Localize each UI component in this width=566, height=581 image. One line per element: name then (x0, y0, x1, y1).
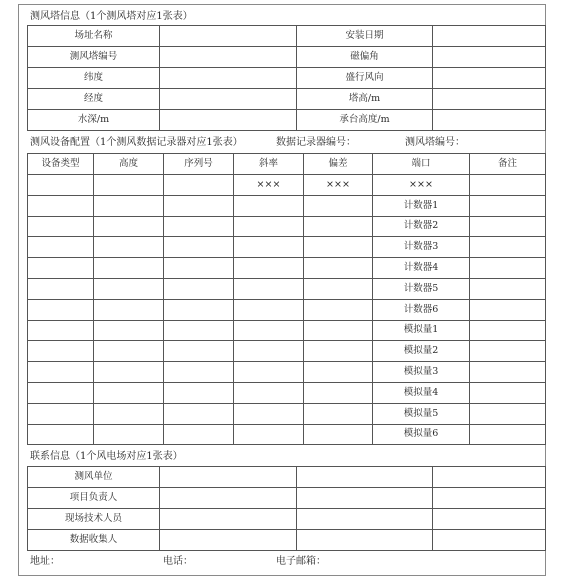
device-type-cell[interactable] (28, 258, 94, 279)
device-row (28, 424, 546, 445)
slope-cell[interactable] (234, 320, 304, 341)
tower-row (28, 47, 546, 68)
tower-value-cell[interactable] (433, 89, 546, 110)
port-cell: 计数器3 (373, 237, 470, 258)
device-header-row (28, 154, 546, 175)
device-type-cell[interactable] (28, 175, 94, 196)
offset-cell: ××× (304, 175, 373, 196)
height-cell[interactable] (94, 299, 164, 320)
slope-cell[interactable] (234, 362, 304, 383)
remark-cell[interactable] (470, 175, 546, 196)
serial-cell[interactable] (164, 237, 234, 258)
tower-label: 磁偏角 (297, 47, 433, 68)
device-row (28, 403, 546, 424)
serial-cell[interactable] (164, 195, 234, 216)
device-type-cell[interactable] (28, 278, 94, 299)
height-cell[interactable] (94, 237, 164, 258)
contact-value-cell[interactable] (297, 467, 433, 488)
tower-label: 水深/m (28, 110, 160, 131)
device-config-table (27, 153, 546, 445)
slope-cell[interactable] (234, 341, 304, 362)
device-type-cell[interactable] (28, 341, 94, 362)
logger-number-label: 数据记录器编号： (276, 137, 356, 148)
remark-cell[interactable] (470, 362, 546, 383)
remark-cell[interactable] (470, 237, 546, 258)
column-header: 备注 (470, 154, 546, 175)
slope-cell[interactable] (234, 195, 304, 216)
device-row (28, 175, 546, 196)
contact-value-cell[interactable] (433, 530, 546, 551)
slope-cell[interactable] (234, 299, 304, 320)
remark-cell[interactable] (470, 341, 546, 362)
serial-cell[interactable] (164, 320, 234, 341)
device-row (28, 382, 546, 403)
phone-label: 电话： (163, 556, 193, 567)
contact-value-cell[interactable] (297, 488, 433, 509)
offset-cell[interactable] (304, 320, 373, 341)
serial-cell[interactable] (164, 258, 234, 279)
port-cell: 模拟量3 (373, 362, 470, 383)
device-type-cell[interactable] (28, 382, 94, 403)
contact-value-cell[interactable] (433, 509, 546, 530)
height-cell[interactable] (94, 362, 164, 383)
tower-label: 纬度 (28, 68, 160, 89)
slope-cell[interactable] (234, 258, 304, 279)
serial-cell[interactable] (164, 382, 234, 403)
serial-cell[interactable] (164, 403, 234, 424)
slope-cell[interactable] (234, 278, 304, 299)
contact-value-cell[interactable] (160, 509, 297, 530)
tower-row (28, 68, 546, 89)
tower-section-title: 测风塔信息（1个测风塔对应1张表） (30, 11, 193, 22)
contact-label: 数据收集人 (28, 530, 160, 551)
height-cell[interactable] (94, 195, 164, 216)
contact-label: 项目负责人 (28, 488, 160, 509)
remark-cell[interactable] (470, 424, 546, 445)
serial-cell[interactable] (164, 175, 234, 196)
email-label: 电子邮箱： (276, 556, 326, 567)
serial-cell[interactable] (164, 216, 234, 237)
tower-value-cell[interactable] (160, 47, 297, 68)
serial-cell[interactable] (164, 362, 234, 383)
height-cell[interactable] (94, 216, 164, 237)
device-type-cell[interactable] (28, 362, 94, 383)
tower-value-cell[interactable] (433, 47, 546, 68)
contact-row (28, 467, 546, 488)
remark-cell[interactable] (470, 216, 546, 237)
height-cell[interactable] (94, 341, 164, 362)
tower-label: 安装日期 (297, 26, 433, 47)
offset-cell[interactable] (304, 403, 373, 424)
contact-row (28, 488, 546, 509)
remark-cell[interactable] (470, 278, 546, 299)
remark-cell[interactable] (470, 195, 546, 216)
port-cell: ××× (373, 175, 470, 196)
serial-cell[interactable] (164, 278, 234, 299)
device-row (28, 278, 546, 299)
device-type-cell[interactable] (28, 237, 94, 258)
height-cell[interactable] (94, 382, 164, 403)
port-cell: 模拟量4 (373, 382, 470, 403)
tower-info-table (27, 25, 546, 131)
column-header: 高度 (94, 154, 164, 175)
offset-cell[interactable] (304, 424, 373, 445)
height-cell[interactable] (94, 320, 164, 341)
column-header: 端口 (373, 154, 470, 175)
port-cell: 模拟量2 (373, 341, 470, 362)
column-header: 斜率 (234, 154, 304, 175)
tower-number-label: 测风塔编号： (405, 137, 465, 148)
slope-cell[interactable] (234, 382, 304, 403)
contact-table (27, 466, 546, 551)
serial-cell[interactable] (164, 341, 234, 362)
contact-row (28, 509, 546, 530)
contact-label: 现场技术人员 (28, 509, 160, 530)
tower-label: 盛行风向 (297, 68, 433, 89)
tower-value-cell[interactable] (160, 89, 297, 110)
tower-value-cell[interactable] (433, 110, 546, 131)
device-row (28, 258, 546, 279)
port-cell: 计数器5 (373, 278, 470, 299)
slope-cell: ××× (234, 175, 304, 196)
contact-section-title: 联系信息（1个风电场对应1张表） (30, 451, 183, 462)
slope-cell[interactable] (234, 216, 304, 237)
tower-value-cell[interactable] (160, 68, 297, 89)
port-cell: 计数器1 (373, 195, 470, 216)
contact-value-cell[interactable] (160, 488, 297, 509)
device-type-cell[interactable] (28, 299, 94, 320)
offset-cell[interactable] (304, 195, 373, 216)
device-row (28, 237, 546, 258)
remark-cell[interactable] (470, 382, 546, 403)
height-cell[interactable] (94, 175, 164, 196)
tower-label: 场址名称 (28, 26, 160, 47)
port-cell: 计数器4 (373, 258, 470, 279)
contact-label: 测风单位 (28, 467, 160, 488)
serial-cell[interactable] (164, 299, 234, 320)
port-cell: 模拟量5 (373, 403, 470, 424)
device-row (28, 341, 546, 362)
offset-cell[interactable] (304, 299, 373, 320)
contact-value-cell[interactable] (160, 530, 297, 551)
height-cell[interactable] (94, 258, 164, 279)
contact-value-cell[interactable] (160, 467, 297, 488)
serial-cell[interactable] (164, 424, 234, 445)
tower-value-cell[interactable] (160, 26, 297, 47)
tower-value-cell[interactable] (433, 68, 546, 89)
height-cell[interactable] (94, 424, 164, 445)
device-section-title: 测风设备配置（1个测风数据记录器对应1张表） (30, 137, 243, 148)
port-cell: 模拟量6 (373, 424, 470, 445)
column-header: 序列号 (164, 154, 234, 175)
address-label: 地址： (30, 556, 60, 567)
port-cell: 计数器6 (373, 299, 470, 320)
remark-cell[interactable] (470, 299, 546, 320)
slope-cell[interactable] (234, 237, 304, 258)
device-row (28, 195, 546, 216)
device-row (28, 216, 546, 237)
offset-cell[interactable] (304, 237, 373, 258)
remark-cell[interactable] (470, 258, 546, 279)
column-header: 设备类型 (28, 154, 94, 175)
remark-cell[interactable] (470, 403, 546, 424)
device-row (28, 320, 546, 341)
device-row (28, 299, 546, 320)
contact-row (28, 530, 546, 551)
contact-value-cell[interactable] (433, 488, 546, 509)
tower-label: 经度 (28, 89, 160, 110)
tower-label: 测风塔编号 (28, 47, 160, 68)
tower-row (28, 89, 546, 110)
offset-cell[interactable] (304, 362, 373, 383)
column-header: 偏差 (304, 154, 373, 175)
remark-cell[interactable] (470, 320, 546, 341)
tower-value-cell[interactable] (433, 26, 546, 47)
offset-cell[interactable] (304, 278, 373, 299)
slope-cell[interactable] (234, 403, 304, 424)
port-cell: 模拟量1 (373, 320, 470, 341)
offset-cell[interactable] (304, 258, 373, 279)
tower-value-cell[interactable] (160, 110, 297, 131)
device-type-cell[interactable] (28, 403, 94, 424)
device-type-cell[interactable] (28, 320, 94, 341)
device-type-cell[interactable] (28, 424, 94, 445)
offset-cell[interactable] (304, 216, 373, 237)
height-cell[interactable] (94, 278, 164, 299)
tower-row (28, 110, 546, 131)
tower-row (28, 26, 546, 47)
tower-label: 塔高/m (297, 89, 433, 110)
port-cell: 计数器2 (373, 216, 470, 237)
device-type-cell[interactable] (28, 195, 94, 216)
offset-cell[interactable] (304, 382, 373, 403)
device-type-cell[interactable] (28, 216, 94, 237)
slope-cell[interactable] (234, 424, 304, 445)
offset-cell[interactable] (304, 341, 373, 362)
height-cell[interactable] (94, 403, 164, 424)
contact-value-cell[interactable] (297, 509, 433, 530)
contact-value-cell[interactable] (433, 467, 546, 488)
device-row (28, 362, 546, 383)
tower-label: 承台高度/m (297, 110, 433, 131)
contact-value-cell[interactable] (297, 530, 433, 551)
